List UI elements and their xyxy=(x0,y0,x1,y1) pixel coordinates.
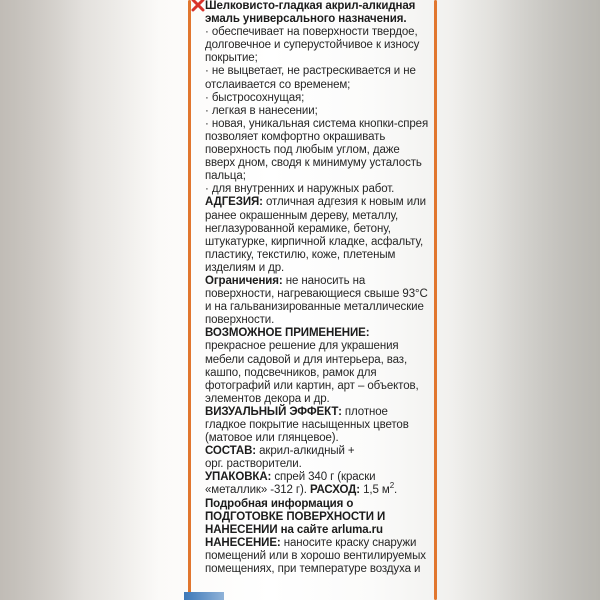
consumption-value: 1,5 м xyxy=(360,484,390,497)
visual-effect-line: (матовое или глянцевое). xyxy=(205,432,339,445)
consumption-end: . xyxy=(394,484,398,497)
more-info-line: Подробная информация о xyxy=(205,497,354,510)
feature-line: · быстросохнущая; xyxy=(205,91,305,104)
title-line-1: Шелковисто-гладкая акрил-алкидная xyxy=(205,0,416,12)
blue-label-strip xyxy=(184,592,224,600)
application-line: прекрасное решение для украшения xyxy=(205,340,399,353)
limitations-heading: Ограничения: xyxy=(205,274,283,287)
adhesion-line: неглазурованной керамике, бетону, xyxy=(205,222,391,235)
application-line: элементов декора и др. xyxy=(205,392,330,405)
product-title xyxy=(205,0,430,26)
features-list xyxy=(205,26,430,196)
feature-line: долговечное и суперустойчивое к износу xyxy=(205,39,420,52)
feature-line: покрытие; xyxy=(205,52,258,65)
can-right-shading xyxy=(450,0,600,600)
application-heading: ВОЗМОЖНОЕ ПРИМЕНЕНИЕ: xyxy=(205,327,370,340)
adhesion-line: отличная адгезия к новым или xyxy=(262,196,426,209)
feature-line: · новая, уникальная система кнопки-спрея xyxy=(205,117,429,130)
adhesion-line: пластику, текстилю, коже, плетеным xyxy=(205,248,396,261)
visual-effect-line: гладкое покрытие насыщенных цветов xyxy=(205,419,409,431)
visual-effect-section xyxy=(205,406,430,445)
applying-line: наносите краску снаружи xyxy=(280,536,417,549)
more-info-line: НАНЕСЕНИИ на сайте arluma.ru xyxy=(205,523,383,536)
composition-line: орг. растворители. xyxy=(205,458,302,471)
composition-heading: СОСТАВ: xyxy=(205,445,257,458)
limitations-line: поверхности, нагревающиеся свыше 93°С xyxy=(205,288,428,301)
consumption-unit-sup: 2 xyxy=(389,481,395,491)
application-section xyxy=(205,327,430,406)
feature-line: · легкая в нанесении; xyxy=(205,104,318,117)
feature-line: позволяет комфортно окрашивать xyxy=(205,130,386,143)
applying-heading: НАНЕСЕНИЕ: xyxy=(205,536,281,549)
visual-effect-heading: ВИЗУАЛЬНЫЙ ЭФФЕКТ: xyxy=(205,405,342,418)
application-line: мебели садовой и для интерьера, ваз, xyxy=(205,353,408,366)
packaging-section xyxy=(205,471,430,497)
feature-line: вверх дном, сводя к минимуму усталость xyxy=(205,157,422,170)
applying-section xyxy=(205,537,430,576)
consumption-heading: РАСХОД: xyxy=(309,484,360,497)
feature-line: поверхность под любым углом, даже xyxy=(205,144,400,157)
adhesion-line: штукатурке, кирпичной кладке, асфальту, xyxy=(205,235,424,248)
feature-line: · не выцветает, не растрескивается и не xyxy=(205,65,416,78)
can-left-shading xyxy=(0,0,160,600)
visual-effect-line: плотное xyxy=(341,405,388,418)
limitations-line: поверхности. xyxy=(205,314,275,327)
limitations-line: и на гальванизированные металлические xyxy=(205,301,424,314)
adhesion-heading: АДГЕЗИЯ: xyxy=(205,196,263,209)
more-info-section xyxy=(205,498,430,537)
feature-line: отслаивается со временем; xyxy=(205,78,351,91)
packaging-line: «металлик» -312 г). xyxy=(205,484,310,497)
adhesion-line: ранее окрашенным дереву, металлу, xyxy=(205,209,399,222)
more-info-line: ПОДГОТОВКЕ ПОВЕРХНОСТИ И xyxy=(205,510,386,523)
packaging-heading: УПАКОВКА: xyxy=(205,471,272,484)
feature-line: пальца; xyxy=(205,170,246,183)
application-line: кашпо, подсвечников, рамок для xyxy=(205,366,377,379)
composition-line: акрил-алкидный + xyxy=(256,445,355,458)
applying-line: помещений или в хорошо вентилируемых xyxy=(205,549,426,562)
packaging-line: спрей 340 г (краски xyxy=(271,471,376,484)
application-line: фотографий или картин, арт – объектов, xyxy=(205,379,419,392)
applying-line: помещениях, при температуре воздуха и xyxy=(205,563,421,576)
orange-accent-stripe-left xyxy=(188,0,191,600)
composition-section xyxy=(205,445,430,471)
limitations-section xyxy=(205,275,430,327)
feature-line: · обеспечивает на поверхности твердое, xyxy=(205,26,418,39)
brand-logo-icon xyxy=(191,0,205,12)
orange-accent-stripe-right xyxy=(434,0,437,600)
adhesion-section xyxy=(205,196,430,275)
title-line-2: эмаль универсального назначения. xyxy=(205,13,407,26)
product-label-text xyxy=(205,0,430,576)
adhesion-line: изделиям и др. xyxy=(205,261,285,274)
feature-line: · для внутренних и наружных работ. xyxy=(205,183,395,196)
limitations-line: не наносить на xyxy=(282,274,366,287)
